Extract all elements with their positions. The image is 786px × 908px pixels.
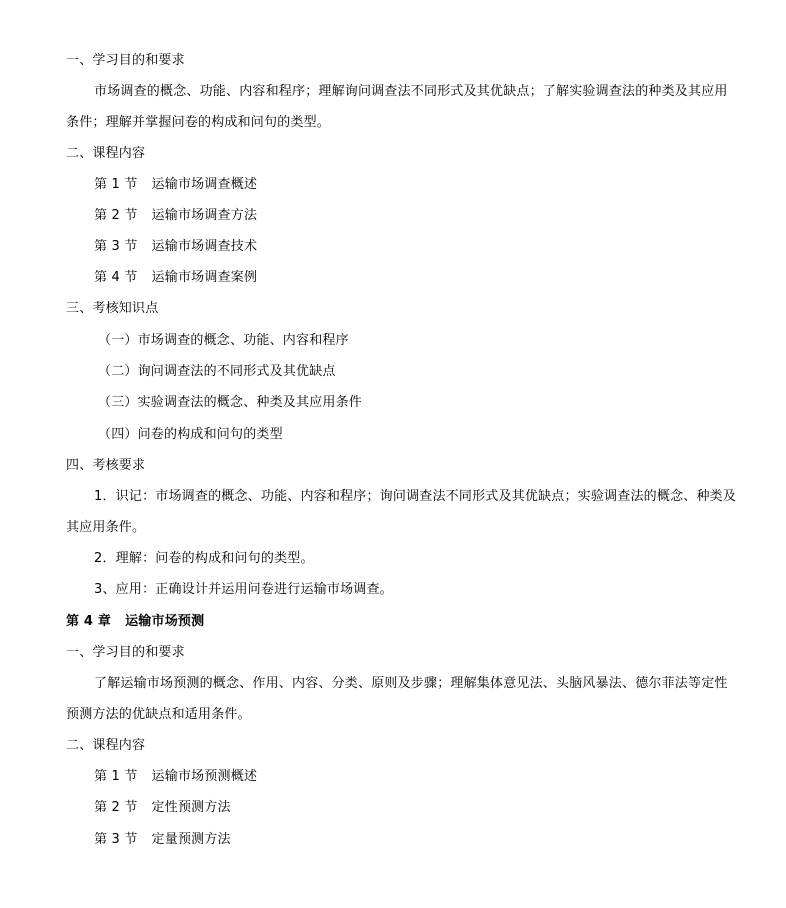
section-title: 运输市场预测概述: [151, 769, 258, 784]
heading-requirements: 四、考核要求: [66, 458, 146, 473]
chapter-name: 运输市场预测: [125, 614, 205, 629]
chapter-number: 第 4 章: [66, 614, 112, 629]
section-number: 第 2 节: [94, 800, 138, 815]
section-item: [94, 207, 257, 225]
chapter4-heading-goals: 一、学习目的和要求: [66, 645, 185, 660]
section-number: 第 3 节: [94, 832, 138, 847]
chapter4-goals-line-1: 了解运输市场预测的概念、作用、内容、分类、原则及步骤；理解集体意见法、头脑风暴法、德尔菲法等定性: [94, 676, 728, 691]
goals-paragraph-line-1: 市场调查的概念、功能、内容和程序；理解询问调查法不同形式及其优缺点；了解实验调查法的种类及其应用: [94, 84, 728, 99]
requirement-memorize-line-2: 其应用条件。: [66, 520, 146, 535]
section-item: [94, 176, 257, 194]
heading-knowledge-points: 三、考核知识点: [66, 301, 159, 316]
chapter4-section-item: [94, 799, 231, 817]
requirement-apply: 3、应用：正确设计并运用问卷进行运输市场调查。: [94, 582, 393, 597]
section-number: 第 2 节: [94, 208, 138, 223]
chapter4-goals-line-2: 预测方法的优缺点和适用条件。: [66, 707, 251, 722]
section-title: 定性预测方法: [151, 800, 231, 815]
section-title: 运输市场调查案例: [151, 270, 258, 285]
chapter4-section-item: [94, 768, 257, 786]
goals-paragraph-line-2: 条件；理解并掌握问卷的构成和问句的类型。: [66, 115, 331, 130]
section-title: 运输市场调查方法: [151, 208, 258, 223]
section-number: 第 4 节: [94, 270, 138, 285]
chapter-title: [66, 613, 204, 631]
requirement-memorize-line-1: 1．识记：市场调查的概念、功能、内容和程序；询问调查法不同形式及其优缺点；实验调查法的概念、种类及: [94, 489, 737, 504]
heading-goals: 一、学习目的和要求: [66, 53, 185, 68]
knowledge-point-item: （二）询问调查法的不同形式及其优缺点: [98, 364, 336, 379]
section-item: [94, 269, 257, 287]
section-number: 第 3 节: [94, 239, 138, 254]
heading-course-content: 二、课程内容: [66, 146, 146, 161]
section-title: 运输市场调查概述: [151, 177, 258, 192]
knowledge-point-item: （一）市场调查的概念、功能、内容和程序: [98, 333, 349, 348]
knowledge-point-item: （三）实验调查法的概念、种类及其应用条件: [98, 395, 363, 410]
knowledge-point-item: （四）问卷的构成和问句的类型: [98, 427, 283, 442]
chapter4-heading-course-content: 二、课程内容: [66, 738, 146, 753]
section-title: 运输市场调查技术: [151, 239, 258, 254]
chapter4-section-item: [94, 831, 231, 849]
section-title: 定量预测方法: [151, 832, 231, 847]
requirement-understand: 2．理解：问卷的构成和问句的类型。: [94, 551, 314, 566]
section-number: 第 1 节: [94, 769, 138, 784]
section-item: [94, 238, 257, 256]
section-number: 第 1 节: [94, 177, 138, 192]
